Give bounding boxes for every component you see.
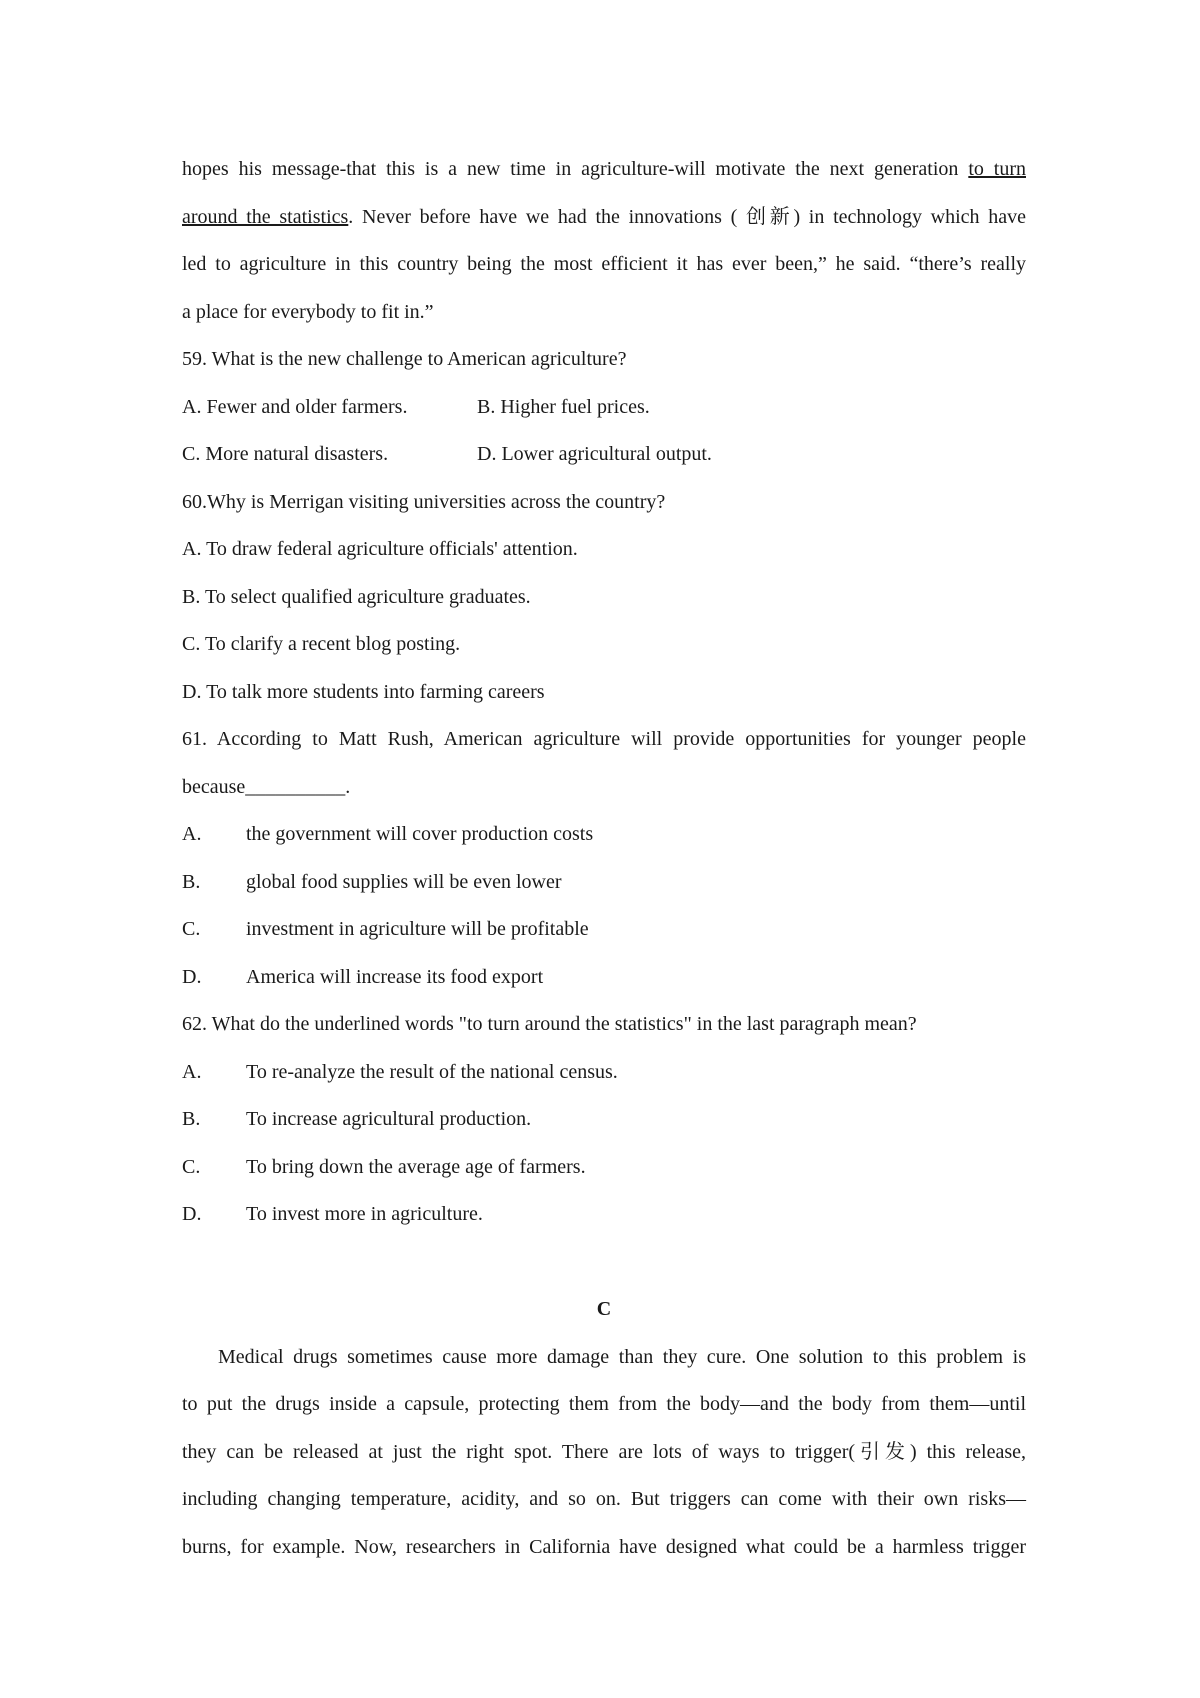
passage-line: burns, for example. Now, researchers in California have designed what could be a harmless trigger bbox=[182, 1535, 1026, 1558]
option-b bbox=[182, 1096, 1026, 1144]
section-heading: C bbox=[596, 1298, 612, 1320]
option-letter: C. bbox=[182, 918, 201, 940]
passage-line: a place for everybody to fit in.” bbox=[182, 300, 434, 323]
option-row bbox=[182, 431, 1026, 479]
passage-line: led to agriculture in this country being the most efficient it has ever been,” he said. “there’s really bbox=[182, 253, 1026, 275]
option-a bbox=[182, 811, 1026, 859]
option-letter: A. bbox=[182, 1060, 202, 1083]
question-61 bbox=[182, 716, 1026, 1001]
option-c bbox=[182, 906, 1026, 954]
question-60 bbox=[182, 479, 1026, 717]
option-row bbox=[182, 384, 1026, 432]
question-59 bbox=[182, 336, 1026, 479]
option-letter: B. bbox=[182, 870, 201, 893]
passage-line: around the statistics. Never before have we had the innovations ( 创新) in technology which have bbox=[182, 205, 1027, 228]
underlined-phrase: around the statistics bbox=[182, 205, 349, 228]
option-text: investment in agriculture will be profitable bbox=[246, 918, 589, 940]
spacer bbox=[182, 1239, 1026, 1287]
option-c bbox=[182, 1144, 1026, 1192]
option-b: B. To select qualified agriculture graduates. bbox=[182, 585, 531, 608]
option-c: C. More natural disasters. bbox=[182, 443, 389, 465]
passage-c bbox=[182, 1286, 1026, 1571]
exam-page bbox=[182, 146, 1026, 1571]
option-text: the government will cover production costs bbox=[246, 823, 594, 845]
option-text: To increase agricultural production. bbox=[246, 1108, 532, 1130]
question-stem-continued: because__________. bbox=[182, 775, 351, 798]
option-a bbox=[182, 1049, 1026, 1097]
question-stem: 60.Why is Merrigan visiting universities across the country? bbox=[182, 490, 666, 513]
option-letter: D. bbox=[182, 1203, 202, 1225]
option-letter: A. bbox=[182, 823, 202, 845]
question-62 bbox=[182, 1001, 1026, 1239]
option-b: B. Higher fuel prices. bbox=[477, 395, 650, 418]
option-text: global food supplies will be even lower bbox=[246, 870, 562, 893]
option-d bbox=[182, 1191, 1026, 1239]
passage-line: they can be released at just the right spot. There are lots of ways to trigger(引发) this release, bbox=[182, 1440, 1026, 1463]
option-text: To re-analyze the result of the national census. bbox=[246, 1060, 618, 1083]
question-stem: 59. What is the new challenge to American agriculture? bbox=[182, 348, 627, 370]
option-text: America will increase its food export bbox=[246, 965, 544, 988]
option-c: C. To clarify a recent blog posting. bbox=[182, 633, 461, 655]
option-text: To bring down the average age of farmers. bbox=[246, 1155, 586, 1178]
passage-b-ending bbox=[182, 146, 1026, 336]
option-text: To invest more in agriculture. bbox=[246, 1203, 483, 1225]
question-stem: 62. What do the underlined words "to turn around the statistics" in the last paragraph mean? bbox=[182, 1013, 917, 1035]
passage-line: Medical drugs sometimes cause more damage than they cure. One solution to this problem is bbox=[218, 1345, 1026, 1368]
option-letter: C. bbox=[182, 1155, 201, 1178]
passage-line: including changing temperature, acidity, and so on. But triggers can come with their own risks— bbox=[182, 1488, 1026, 1510]
option-letter: B. bbox=[182, 1108, 201, 1130]
passage-line: hopes his message-that this is a new time in agriculture-will motivate the next generation to turn bbox=[182, 158, 1026, 180]
option-d bbox=[182, 954, 1026, 1002]
underlined-phrase: to turn bbox=[968, 158, 1026, 180]
option-d: D. To talk more students into farming careers bbox=[182, 680, 545, 703]
option-b bbox=[182, 859, 1026, 907]
option-letter: D. bbox=[182, 965, 202, 988]
passage-line: to put the drugs inside a capsule, protecting them from the body—and the body from them—until bbox=[182, 1393, 1026, 1415]
option-a: A. Fewer and older farmers. bbox=[182, 395, 408, 418]
option-a: A. To draw federal agriculture officials' attention. bbox=[182, 538, 578, 560]
question-stem: 61. According to Matt Rush, American agriculture will provide opportunities for younger people bbox=[182, 728, 1026, 750]
option-d: D. Lower agricultural output. bbox=[477, 443, 712, 465]
